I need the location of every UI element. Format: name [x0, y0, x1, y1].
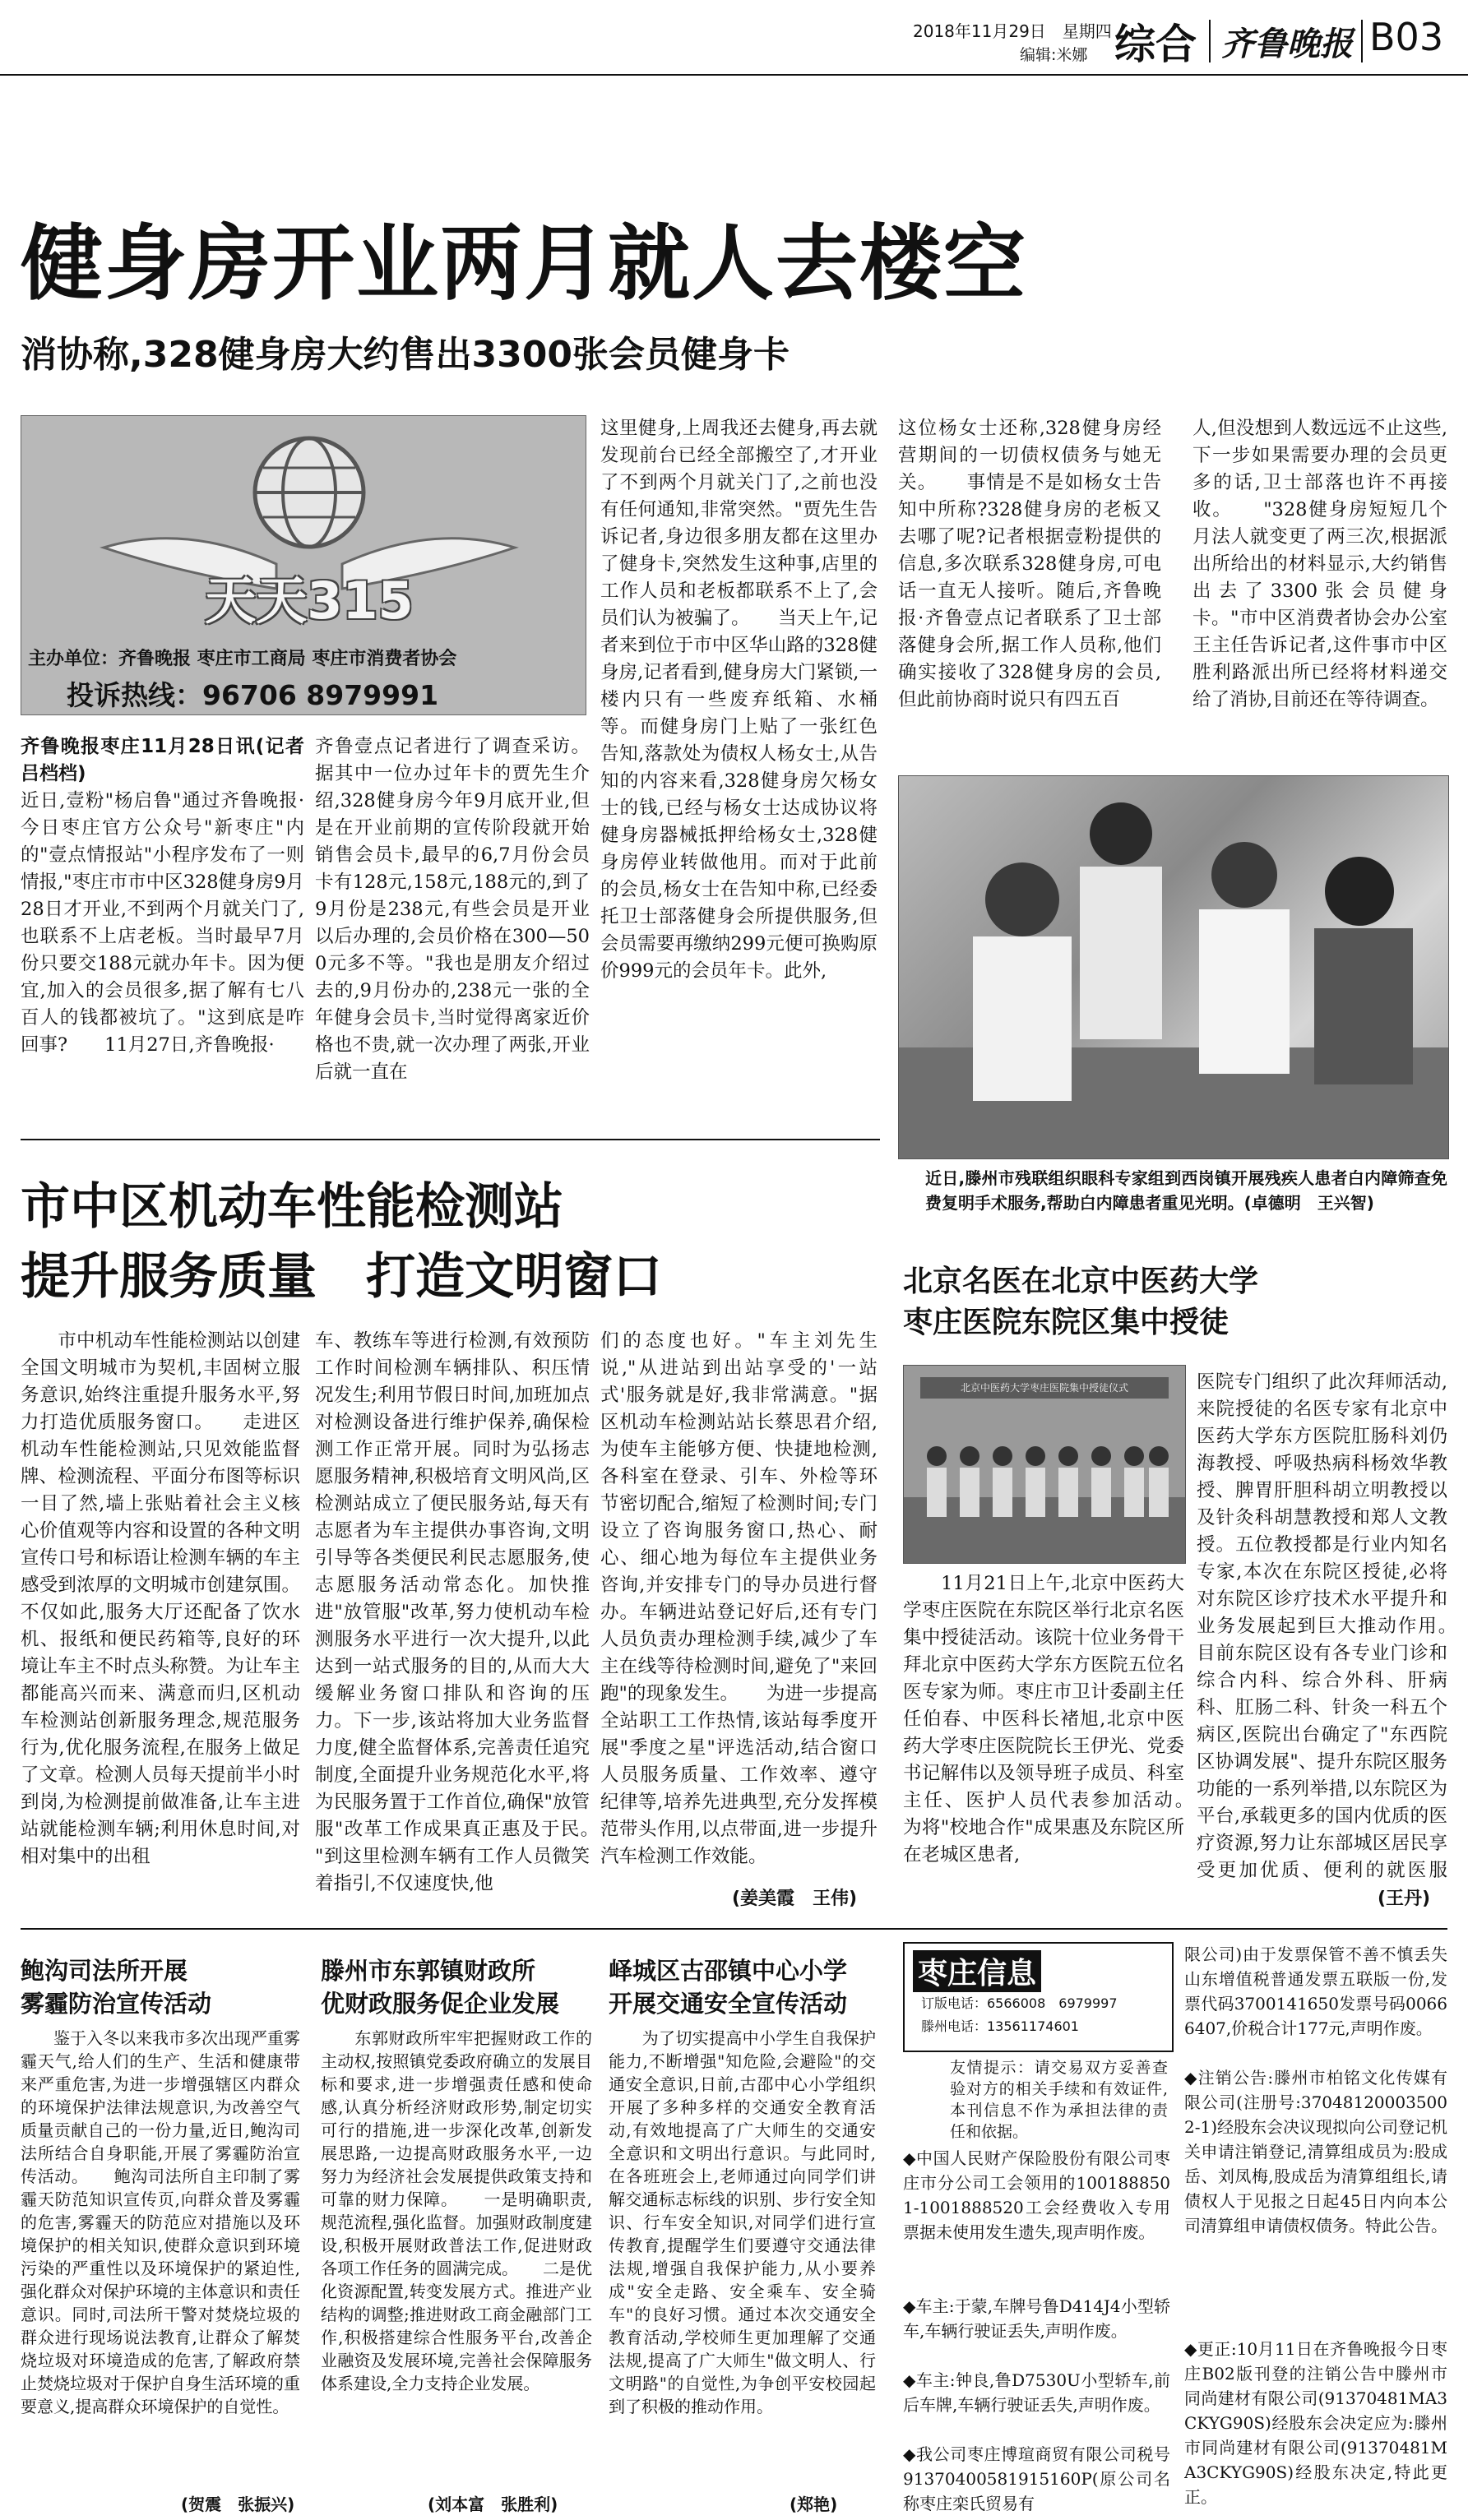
- section-name: 综合: [1114, 21, 1197, 68]
- hospital-col-1: 11月21日上午,北京中医药大学枣庄医院在东院区举行北京名医集中授徒活动。该院十位业务骨干拜北京中医药大学东方医院五位名医专家为师。枣庄市卫计委副主任任伯春、中医科长褚旭,北京中医药大学枣庄医院院长王伊光、党委书记解伟以及领导班子成员、科室主任、医护人员代表参加活动。 为将"校地合作"成果惠及东院区所在老城区患者,: [903, 1573, 1184, 1866]
- lead-title: 健身房开业两月就人去楼空: [21, 215, 1027, 312]
- ad-1: ◆中国人民财产保险股份有限公司枣庄市分公司工会领用的1001888501-1001888520工会经费收入专用票据未使用发生遗失,现声明作废。: [903, 2148, 1170, 2242]
- bottom-rule: [21, 1928, 1447, 1930]
- station-title-1: 市中区机动车性能检测站: [21, 1178, 563, 1236]
- divider: [1209, 20, 1211, 62]
- brief-c-body: 为了切实提高中小学生自我保护能力,不断增强"知危险,会避险"的交通安全意识,日前,古邵中心小学组织开展了多种多样的交通安全教育活动,有效地提高了广大师生的交通安全意识和文明出行意识。与此同时,在各班班会上,老师通过向同学们讲解交通标志标线的识别、步行安全知识、行车安全知识,对同学们进行宣传教育,提醒学生们要遵守交通法律法规,增强自我保护能力,从小要养成"安全走路、安全乘车、安全骑车"的良好习惯。通过本次交通安全教育活动,学校师生更加理解了交通法规,提高了广大师生"做文明人、行文明路"的自觉性,为争创平安校园起到了积极的推动作用。: [609, 2028, 876, 2416]
- brief-a-byline: (贺震 张振兴): [181, 2495, 295, 2514]
- masthead: [0, 0, 1468, 74]
- masthead-rule: [0, 74, 1468, 76]
- paper-name: 齐鲁晚报: [1221, 25, 1353, 63]
- lead-col-2: 齐鲁壹点记者进行了调查采访。据其中一位办过年卡的贾先生介绍,328健身房今年9月底开业,但是在开业前期的宣传阶段就开始销售会员卡,最早的6,7月份会员卡有128元,158元,188元的,到了9月份是238元,有些会员是开业以后办理的,会员价格在300—500元多不等。"我也是朋友介绍过去的,9月份办的,238元一张的全年健身会员卡,当时觉得离家近价格也不贵,就一次办理了两张,开业后就一直在: [315, 736, 590, 1083]
- info-phone-1: 订版电话：6566008 6979997: [921, 1995, 1118, 2011]
- people-illustration: [899, 776, 1448, 1158]
- photo-caption: 近日,滕州市残联组织眼科专家组到西岗镇开展残疾人患者白内障筛查免费复明手术服务,帮助白内障患者重见光明。(卓德明 王兴智): [925, 1168, 1447, 1213]
- brief-a-body: 鉴于入冬以来我市多次出现严重雾霾天气,给人们的生产、生活和健康带来严重危害,为进一步增强辖区内群众的环境保护法律法规意识,为改善空气质量贡献自己的一份力量,近日,鲍沟司法所结合自身职能,开展了雾霾防治宣传活动。 鲍沟司法所自主印制了雾霾天防范知识宣传页,向群众普及雾霾的危害,雾霾天的防范应对措施以及环境保护的相关知识,使群众意识到环境污染的严重性以及环境保护的紧迫性,强化群众对保护环境的主体意识和责任意识。同时,司法所干警对焚烧垃圾的群众进行现场说法教育,让群众了解焚烧垃圾对环境造成的危害,了解政府禁止焚烧垃圾对于保护自身生活环境的重要意义,提高群众环境保护的自觉性。: [21, 2028, 300, 2416]
- brief-c-title-1: 峄城区古邵镇中心小学: [609, 1957, 848, 1985]
- divider: [1361, 20, 1363, 62]
- brief-a-title-1: 鲍沟司法所开展: [21, 1957, 188, 1985]
- ad-4: ◆我公司枣庄博瑄商贸有限公司税号91370400581915160P(原公司名称枣庄栾氏贸易有: [903, 2444, 1170, 2513]
- station-col-1: 市中机动车性能检测站以创建全国文明城市为契机,丰固树立服务意识,始终注重提升服务水平,努力打造优质服务窗口。 走进区机动车性能检测站,只见效能监督牌、检测流程、平面分布图等标识一目了然,墙上张贴着社会主义核心价值观等内容和设置的各种文明宣传口号和标语让检测车辆的车主感受到浓厚的文明城市创建氛围。不仅如此,服务大厅还配备了饮水机、报纸和便民药箱等,良好的环境让车主不时点头称赞。为让车主都能高兴而来、满意而归,区机动车检测站创新服务理念,规范服务行为,优化服务流程,在服务上做足了文章。检测人员每天提前半小时到岗,为检测提前做准备,让车主进站就能检测车辆;利用休息时间,对相对集中的出租: [21, 1330, 300, 1867]
- station-title-2: 提升服务质量 打造文明窗口: [21, 1248, 662, 1306]
- info-title: 枣庄信息: [913, 1950, 1041, 1992]
- hospital-byline: (王丹): [1378, 1889, 1431, 1909]
- ceremony-photo: [903, 1365, 1186, 1564]
- lead-col-1: 近日,壹粉"杨启鲁"通过齐鲁晚报·今日枣庄官方公众号"新枣庄"内的"壹点情报站"小程序发布了一则情报,"枣庄市市中区328健身房9月28日才开业,不到两个月就关门了,也联系不上店老板。当时最早7月份只要交188元就办年卡。因为便宜,加入的会员很多,据了解有七八百人的钱都被坑了。"这到底是咋回事? 11月27日,齐鲁晚报·: [21, 790, 304, 1056]
- lead-col-4: 这位杨女士还称,328健身房经营期间的一切债权债务与她无关。 事情是不是如杨女士告知中所称?328健身房的老板又去哪了呢?记者根据壹粉提供的信息,多次联系328健身房,可电话一直无人接听。随后,齐鲁晚报·齐鲁壹点记者联系了卫士部落健身会所,据工作人员称,他们确实接收了328健身房的会员,但此前协商时说只有四五百: [898, 418, 1161, 710]
- station-col-2: 车、教练车等进行检测,有效预防工作时间检测车辆排队、积压情况发生;利用节假日时间,加班加点对检测设备进行维护保养,确保检测工作正常开展。同时为弘扬志愿服务精神,积极培育文明风尚,区检测站成立了便民服务站,每天有志愿者为车主提供办事咨询,文明引导等各类便民利民志愿服务,使志愿服务活动常态化。加快推进"放管服"改革,努力使机动车检测服务水平进行一次大提升,以此达到一站式服务的目的,从而大大缓解业务窗口排队和咨询的压力。下一步,该站将加大业务监督力度,健全监督体系,完善责任追究制度,全面提升业务规范化水平,将为民服务置于工作首位,确保"放管服"改革工作成果真正惠及于民。 "到这里检测车辆有工作人员微笑着指引,不仅速度快,他: [315, 1330, 590, 1894]
- info-tip: 友情提示：请交易双方妥善查验对方的相关手续和有效证件,本刊信息不作为承担法律的责任和依据。: [950, 2059, 1168, 2141]
- hospital-title-2: 枣庄医院东院区集中授徒: [903, 1306, 1230, 1339]
- section-rule: [21, 1139, 880, 1140]
- cataract-screening-photo: [898, 775, 1449, 1159]
- station-col-3: 们的态度也好。"车主刘先生说,"从进站到出站享受的'一站式'服务就是好,我非常满意。"据区机动车检测站站长蔡思君介绍,为使车主能够方便、快捷地检测,各科室在登录、引车、外检等环节密切配合,缩短了检测时间;专门设立了咨询服务窗口,热心、耐心、细心地为每位车主提供业务咨询,并安排专门的导办员进行督办。车辆进站登记好后,还有专门人员负责办理检测手续,减少了车主在线等待检测时间,避免了"来回跑"的现象发生。 为进一步提高全站职工工作热情,该站每季度开展"季度之星"评选活动,结合窗口人员服务质量、工作效率、遵守纪律等,培养先进典型,充分发挥模范带头作用,以点带面,进一步提升汽车检测工作效能。: [600, 1330, 878, 1867]
- lead-col-5: 人,但没想到人数远远不止这些,下一步如果需要办理的会员更多的话,卫士部落也许不再接收。 "328健身房短短几个月法人就变更了两三次,根据派出所给出的材料显示,大约销售出去了3300张会员健身卡。"市中区消费者协会办公室王主任告诉记者,这件事市中区胜利路派出所已经将材料递交给了消协,目前还在等待调查。: [1192, 418, 1447, 710]
- info-phone-2: 滕州电话：13561174601: [921, 2018, 1079, 2034]
- brief-b-title-2: 优财政服务促企业发展: [321, 1990, 560, 2018]
- sponsor-line: 主办单位：齐鲁晚报 枣庄市工商局 枣庄市消费者协会: [28, 649, 457, 669]
- issue-date: 2018年11月29日 星期四: [913, 21, 1112, 41]
- hotline: 投诉热线：96706 8979991: [67, 679, 439, 711]
- brief-b-title-1: 滕州市东郭镇财政所: [321, 1957, 536, 1985]
- lead-dateline: 齐鲁晚报枣庄11月28日讯(记者 吕档档): [21, 736, 304, 784]
- ad-2: ◆车主:于蒙,车牌号鲁D414J4小型轿车,车辆行驶证丢失,声明作废。: [903, 2296, 1170, 2341]
- logo-box: [21, 415, 586, 715]
- ad-6: ◆注销公告:滕州市柏铭文化传媒有限公司(注册号:370481200035002-1)经股东会决议现拟向公司登记机关申请注销登记,清算组成员为:股成岳、刘凤梅,股成岳为清算组组长,请债权人于见报之日起45日内向本公司清算组申请债权债务。特此公告。: [1184, 2068, 1447, 2236]
- brief-c-title-2: 开展交通安全宣传活动: [609, 1990, 848, 2018]
- lead-col-3: 这里健身,上周我还去健身,再去就发现前台已经全部搬空了,才开业了不到两个月就关门了,之前也没有任何通知,非常突然。"贾先生告诉记者,身边很多朋友都在这里办了健身卡,突然发生这种事,店里的工作人员和老板都联系不上了,会员们认为被骗了。 当天上午,记者来到位于市中区华山路的328健身房,记者看到,健身房大门紧锁,一楼内只有一些废弃纸箱、水桶等。而健身房门上贴了一张红色告知,落款处为债权人杨女士,从告知的内容来看,328健身房欠杨女士的钱,已经与杨女士达成协议将健身房器械抵押给杨女士,328健身房停业转做他用。而对于此前的会员,杨女士在告知中称,已经委托卫士部落健身会所提供服务,但会员需要再缴纳299元便可换购原价999元的会员年卡。此外,: [600, 418, 878, 982]
- group-illustration: [904, 1407, 1185, 1563]
- hospital-title-1: 北京名医在北京中医药大学: [903, 1265, 1259, 1298]
- brief-b-byline: (刘本富 张胜利): [428, 2495, 558, 2514]
- brief-c-byline: (郑艳): [790, 2495, 838, 2514]
- brief-a-title-2: 雾霾防治宣传活动: [21, 1990, 212, 2018]
- ad-3: ◆车主:钟良,鲁D7530U小型轿车,前后车牌,车辆行驶证丢失,声明作废。: [903, 2370, 1170, 2415]
- lead-subtitle: 消协称,328健身房大约售出3300张会员健身卡: [21, 334, 790, 376]
- logo-text: 天天315: [205, 571, 414, 631]
- hospital-col-2: 医院专门组织了此次拜师活动,来院授徒的名医专家有北京中医药大学东方医院肛肠科刘仍海教授、呼吸热病科杨效华教授、脾胃肝胆科胡立明教授以及针灸科胡慧教授和郑人文教授。五位教授都是行业内知名专家,本次在东院区授徒,必将对东院区诊疗技术水平提升和业务发展起到巨大推动作用。 目前东院区设有各专业门诊和综合内科、综合外科、肝病科、肛肠二科、针灸一科五个病区,医院出台确定了"东西院区协调发展"、提升东院区服务功能的一系列举措,以东院区为平台,承载更多的国内优质的医疗资源,努力让东部城区居民享受更加优质、便利的就医服: [1197, 1371, 1447, 1879]
- ad-7: ◆更正:10月11日在齐鲁晚报今日枣庄B02版刊登的注销公告中滕州市同尚建材有限公司(91370481MA3CKYG90S)经股东会决定应为:滕州市同尚建材有限公司(91370481MA3CKYG90S)经股东决定,特此更正。: [1184, 2339, 1447, 2507]
- page-editor: 编辑:米娜: [1020, 46, 1088, 64]
- ad-5: 限公司)由于发票保管不善不慎丢失山东增值税普通发票五联版一份,发票代码3700141650发票号码00666407,价税合计177元,声明作废。: [1184, 1944, 1447, 2038]
- station-byline: (姜美霞 王伟): [732, 1889, 858, 1909]
- page-number: B03: [1369, 15, 1444, 59]
- brief-b-body: 东郭财政所牢牢把握财政工作的主动权,按照镇党委政府确立的发展目标和要求,进一步增强责任感和使命感,认真分析经济财政形势,制定切实可行的措施,进一步深化改革,创新发展思路,一边提高财政服务水平,一边努力为经济社会发展提供政策支持和可靠的财力保障。 一是明确职责,规范流程,强化监督。加强财政制度建设,积极开展财政普法工作,促进财政各项工作任务的圆满完成。 二是优化资源配置,转变发展方式。推进产业结构的调整;推进财政工商金融部门工作,积极搭建综合性服务平台,改善企业融资及发展环境,完善社会保障服务体系建设,全力支持企业发展。: [321, 2028, 592, 2393]
- info-box: [903, 1942, 1174, 2052]
- ceremony-banner: 北京中医药大学枣庄医院集中授徒仪式: [920, 1377, 1169, 1399]
